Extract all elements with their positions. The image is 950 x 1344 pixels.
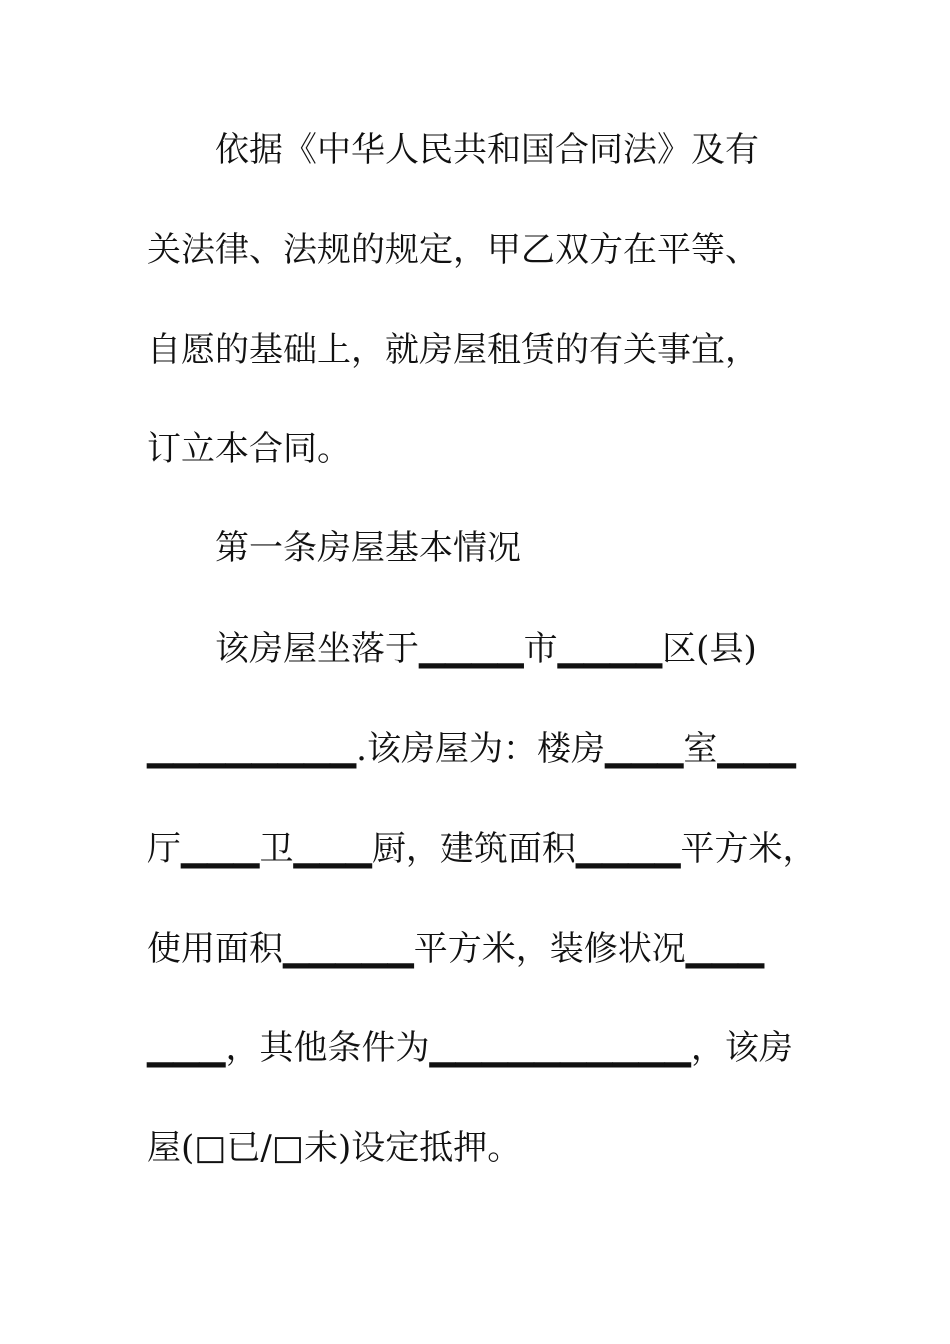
paragraph-intro-line-1: 依据《中华人民共和国合同法》及有 <box>215 130 759 170</box>
section-heading: 第一条房屋基本情况 <box>215 528 521 568</box>
paragraph-intro-line-3: 自愿的基础上，就房屋租赁的有关事宜， <box>147 330 759 370</box>
house-info-line-5: ▁▁▁，其他条件为▁▁▁▁▁▁▁▁▁▁，该房 <box>147 1028 793 1068</box>
house-info-line-3: 厅▁▁▁卫▁▁▁厨，建筑面积▁▁▁▁平方米， <box>147 829 817 869</box>
house-info-line-4: 使用面积▁▁▁▁▁平方米，装修状况▁▁▁ <box>147 929 765 969</box>
house-info-line-1: 该房屋坐落于▁▁▁▁市▁▁▁▁区(县) <box>215 629 757 669</box>
house-info-line-2: ▁▁▁▁▁▁▁▁.该房屋为：楼房▁▁▁室▁▁▁ <box>147 729 796 769</box>
house-info-line-6: 屋(□已/□未)设定抵押。 <box>147 1128 522 1168</box>
paragraph-intro-line-4: 订立本合同。 <box>147 429 351 469</box>
paragraph-intro-line-2: 关法律、法规的规定，甲乙双方在平等、 <box>147 230 759 270</box>
